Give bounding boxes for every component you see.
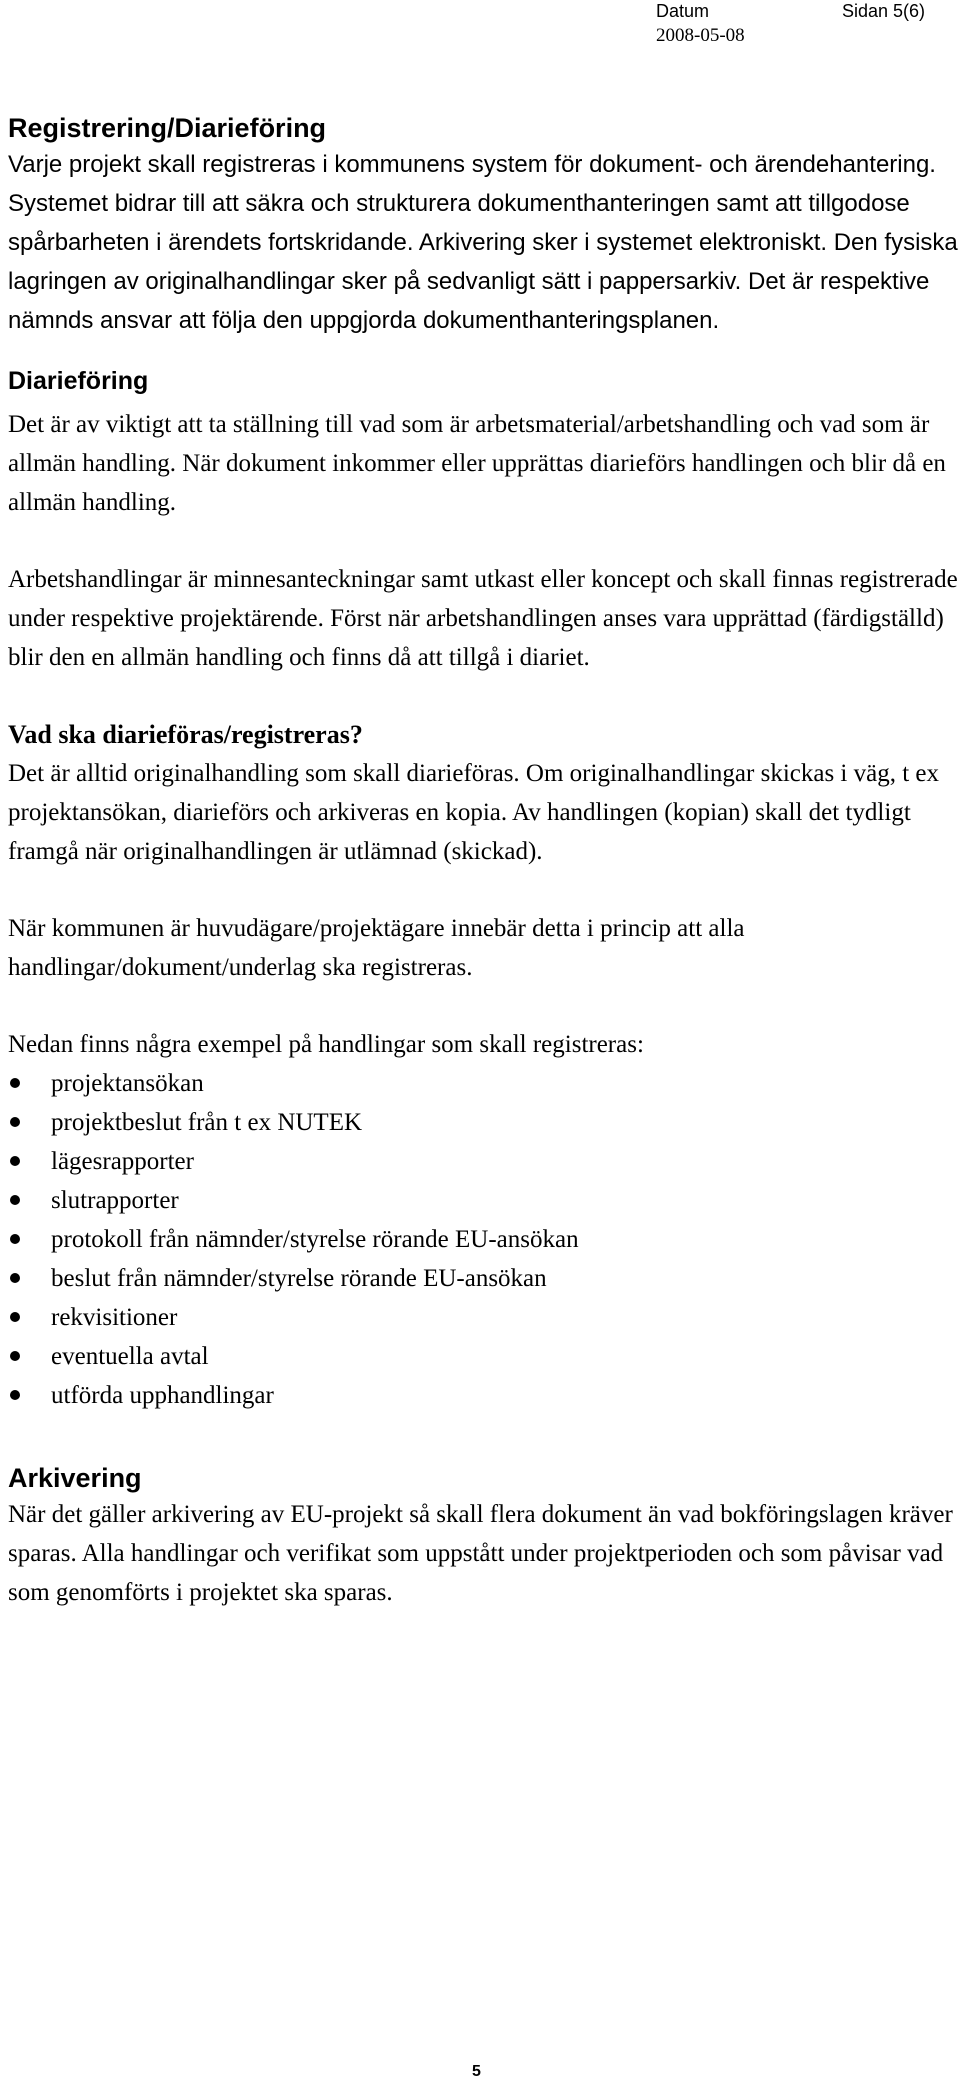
bullet-icon xyxy=(10,1195,20,1205)
bullet-icon xyxy=(10,1156,20,1166)
bullet-icon xyxy=(10,1078,20,1088)
list-item-text: protokoll från nämnder/styrelse rörande EU-ansökan xyxy=(51,1226,579,1253)
list-item-text: rekvisitioner xyxy=(51,1304,178,1331)
paragraph-vad-ska-1: Det är alltid originalhandling som skall diarieföras. Om originalhandlingar skickas i väg, t ex projektansökan, diarieförs och arkiveras en kopia. Av handlingen (kopian) skall det tydligt framgå när originalhandlingen är utlämnad (skickad). xyxy=(8,760,940,865)
list-item xyxy=(8,1103,958,1142)
paragraph-diarieforing-2: Arbetshandlingar är minnesanteckningar samt utkast eller koncept och skall finnas registrerade under respektive projektärende. Först när arbetshandlingen anses vara upprättad (färdigställd) blir den en allmän handling och finns då att tillgå i diariet. xyxy=(8,566,958,671)
paragraph-arkivering: När det gäller arkivering av EU-projekt så skall flera dokument än vad bokföringslagen kräver sparas. Alla handlingar och verifikat som uppstått under projektperioden och som påvisar vad som genomförts i projektet ska sparas. xyxy=(8,1501,953,1606)
list-item xyxy=(8,1376,958,1415)
document-list xyxy=(8,1064,958,1415)
paragraph-registrering: Varje projekt skall registreras i kommunens system för dokument- och ärendehantering. Systemet bidrar till att säkra och strukturera dokumenthanteringen samt att tillgodose spårbarheten i ärendets fortskridande. Arkivering sker i systemet elektroniskt. Den fysiska lagringen av originalhandlingar sker på sedvanligt sätt i pappersarkiv. Det är respektive nämnds ansvar att följa den uppgjorda dokumenthanteringsplanen. xyxy=(8,151,958,334)
paragraph-vad-ska-2: När kommunen är huvudägare/projektägare innebär detta i princip att alla handlingar/dokument/underlag ska registreras. xyxy=(8,915,745,981)
list-item xyxy=(8,1181,958,1220)
list-item xyxy=(8,1337,958,1376)
section-title-registrering: Registrering/Diarieföring xyxy=(8,113,327,143)
list-item xyxy=(8,1142,958,1181)
footer-page-number: 5 xyxy=(472,2063,481,2080)
bullet-icon xyxy=(10,1234,20,1244)
bullet-icon xyxy=(10,1273,20,1283)
bullet-icon xyxy=(10,1351,20,1361)
section-title-vad-ska: Vad ska diarieföras/registreras? xyxy=(8,720,363,749)
document-body xyxy=(8,111,958,1612)
header-page-indicator: Sidan 5(6) xyxy=(842,1,926,21)
list-item-text: lägesrapporter xyxy=(51,1148,194,1175)
header-date-label: Datum xyxy=(656,1,710,21)
bullet-icon xyxy=(10,1390,20,1400)
list-item-text: beslut från nämnder/styrelse rörande EU-ansökan xyxy=(51,1265,547,1292)
list-intro: Nedan finns några exempel på handlingar som skall registreras: xyxy=(8,1031,644,1058)
header-date-value: 2008-05-08 xyxy=(656,25,745,46)
section-title-arkivering: Arkivering xyxy=(8,1463,142,1493)
list-item-text: projektansökan xyxy=(51,1070,204,1097)
section-title-diarieforing: Diarieföring xyxy=(8,367,149,395)
list-item-text: projektbeslut från t ex NUTEK xyxy=(51,1109,363,1136)
list-item xyxy=(8,1259,958,1298)
list-item xyxy=(8,1220,958,1259)
list-item-text: slutrapporter xyxy=(51,1187,179,1214)
list-item xyxy=(8,1064,958,1103)
list-item xyxy=(8,1298,958,1337)
bullet-icon xyxy=(10,1312,20,1322)
list-item-text: eventuella avtal xyxy=(51,1343,209,1370)
paragraph-diarieforing-1: Det är av viktigt att ta ställning till vad som är arbetsmaterial/arbetshandling och vad som är allmän handling. När dokument inkommer eller upprättas diarieförs handlingen och blir då en allmän handling. xyxy=(8,411,946,516)
list-item-text: utförda upphandlingar xyxy=(51,1382,274,1409)
bullet-icon xyxy=(10,1117,20,1127)
